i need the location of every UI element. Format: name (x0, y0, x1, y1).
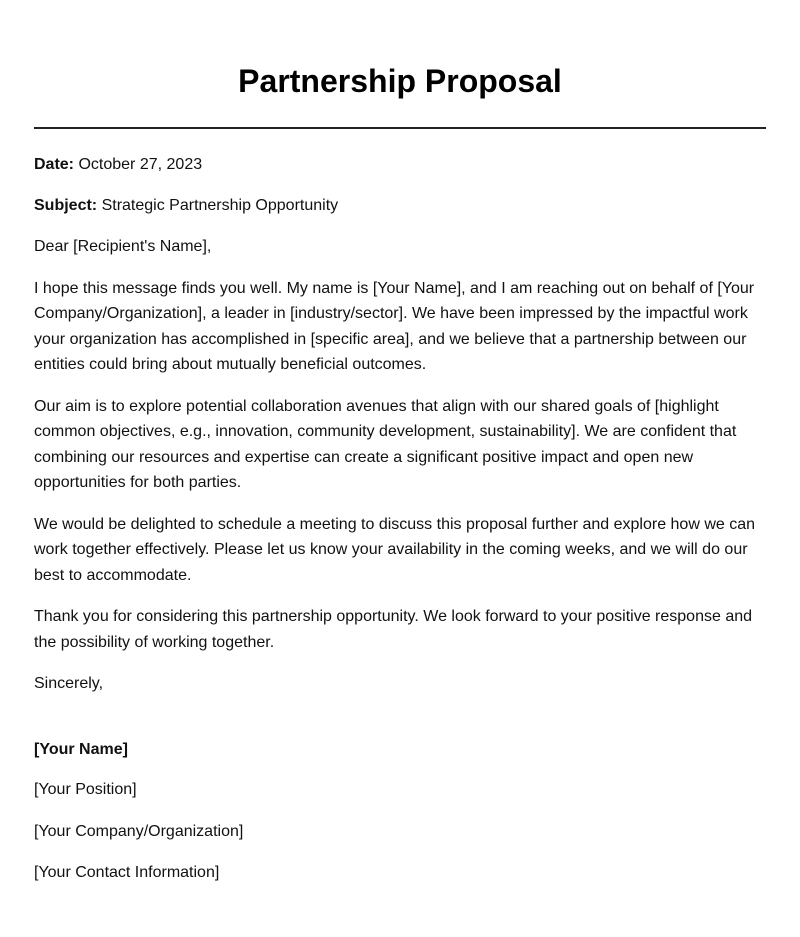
signature-position: [Your Position] (34, 781, 137, 798)
signature-company: [Your Company/Organization] (34, 822, 244, 840)
signature-name: [Your Name] (34, 740, 128, 758)
body-paragraph-intro: I hope this message finds you well. My name is [Your Name], and I am reaching out on behalf of [Your Company/Organization], a leader in [industry/sector]. We have been impressed by the impactful work your organization has accomplished in [specific area], and we believe that a partnership between our entities could bring about mutually beneficial outcomes. (34, 279, 755, 373)
closing: Sincerely, (34, 675, 104, 692)
signature-contact: [Your Contact Information] (34, 864, 220, 881)
body-paragraph-meeting: We would be delighted to schedule a meeting to discuss this proposal further and explore how we can work together effectively. Please let us know your availability in the coming weeks, and we will do our best to accommodate. (34, 515, 756, 584)
body-paragraph-aim: Our aim is to explore potential collaboration avenues that align with our shared goals of [highlight common objectives, e.g., innovation, community development, sustainability]. We are confident that combining our resources and expertise can create a significant positive impact and open new opportunities for both parties. (34, 397, 737, 491)
subject-value: Strategic Partnership Opportunity (101, 196, 339, 214)
subject-label: Subject: (34, 196, 98, 214)
body-paragraph-thanks: Thank you for considering this partnership opportunity. We look forward to your positive response and the possibility of working together. (34, 608, 753, 651)
title-divider (34, 127, 766, 129)
salutation: Dear [Recipient's Name], (34, 238, 212, 255)
date-value: October 27, 2023 (78, 156, 203, 173)
page-title: Partnership Proposal (238, 63, 562, 99)
subject-line (34, 193, 766, 219)
date-label: Date: (34, 156, 75, 173)
date-line (34, 152, 766, 178)
